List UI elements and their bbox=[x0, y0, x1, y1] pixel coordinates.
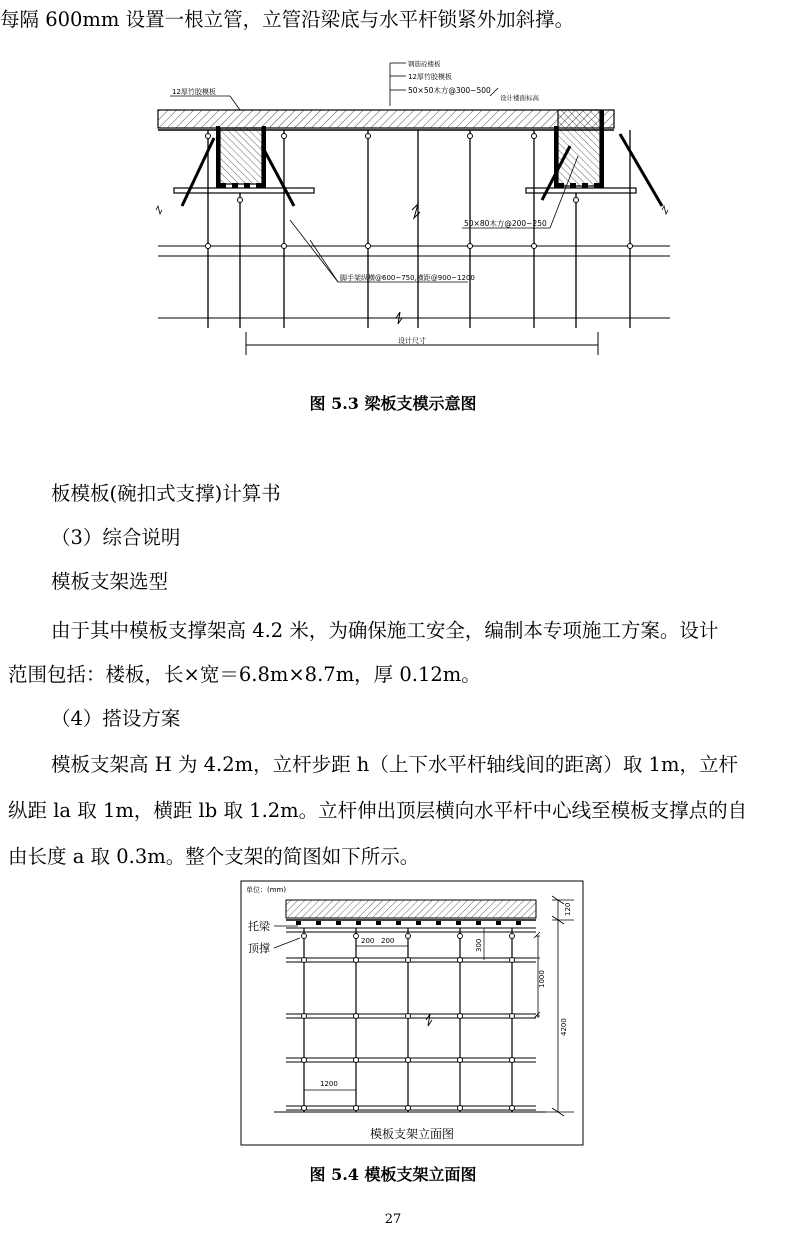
label-design-elevation: 设计楼面标高 bbox=[500, 94, 539, 102]
paragraph-line: 模板支架选型 bbox=[51, 570, 169, 593]
dim-120: 120 bbox=[564, 902, 572, 916]
slab bbox=[286, 900, 536, 918]
page-number: 27 bbox=[384, 1212, 402, 1227]
paragraph-line: 由于其中模板支撑架高 4.2 米，为确保施工安全，编制本专项施工方案。设计 bbox=[51, 619, 719, 642]
paragraph-line: 范围包括：楼板，长×宽＝6.8m×8.7m，厚 0.12m。 bbox=[8, 663, 481, 686]
paragraph-line: 板模板(碗扣式支撑)计算书 bbox=[51, 482, 281, 505]
label-tuoliang: 托梁 bbox=[248, 920, 270, 933]
figure-5-4-formwork-support-elevation bbox=[240, 880, 584, 1146]
label-timber-side: 50×80木方@200~250 bbox=[464, 219, 547, 228]
figure-caption: 图 5.4 模板支架立面图 bbox=[309, 1165, 477, 1184]
paragraph-line: （3）综合说明 bbox=[51, 526, 181, 549]
dim-1200: 1200 bbox=[320, 1080, 338, 1088]
right-beam bbox=[558, 110, 600, 186]
paragraph-line: 由长度 a 取 0.3m。整个支架的简图如下所示。 bbox=[8, 845, 420, 868]
concrete-slab bbox=[158, 110, 614, 128]
dim-200-a: 200 bbox=[361, 937, 375, 945]
label-dingcheng: 顶撑 bbox=[248, 942, 270, 955]
dim-300: 300 bbox=[475, 938, 483, 952]
label-unit: 单位：(mm) bbox=[246, 886, 287, 894]
paragraph-line: 纵距 la 取 1m，横距 lb 取 1.2m。立杆伸出顶层横向水平杆中心线至模板支撑点的自 bbox=[8, 799, 748, 822]
label-timber-top: 50×50木方@300~500 bbox=[408, 86, 491, 95]
label-steel-concrete-slab: 钢筋砼楼板 bbox=[408, 60, 441, 68]
paragraph-line: （4）搭设方案 bbox=[51, 707, 181, 730]
diagram-title: 模板支架立面图 bbox=[369, 1127, 455, 1141]
label-design-size: 设计尺寸 bbox=[398, 337, 426, 345]
figure-5-3-beam-slab-formwork-diagram bbox=[150, 60, 670, 360]
left-beam bbox=[220, 128, 262, 184]
label-plywood-left: 12厚竹胶模板 bbox=[172, 88, 216, 96]
figure-caption: 图 5.3 梁板支模示意图 bbox=[309, 394, 477, 413]
label-scaffold-spacing: 脚手架纵横@600~750,横距@900~1200 bbox=[340, 274, 475, 282]
paragraph-line: 每隔 600mm 设置一根立管，立管沿梁底与水平杆锁紧外加斜撑。 bbox=[0, 8, 575, 31]
label-plywood-top: 12厚竹胶模板 bbox=[408, 73, 452, 81]
dim-4200: 4200 bbox=[560, 1018, 568, 1036]
dim-1000: 1000 bbox=[538, 970, 546, 988]
paragraph-line: 模板支架高 H 为 4.2m，立杆步距 h（上下水平杆轴线间的距离）取 1m，立杆 bbox=[51, 753, 738, 776]
dim-200-b: 200 bbox=[381, 937, 395, 945]
